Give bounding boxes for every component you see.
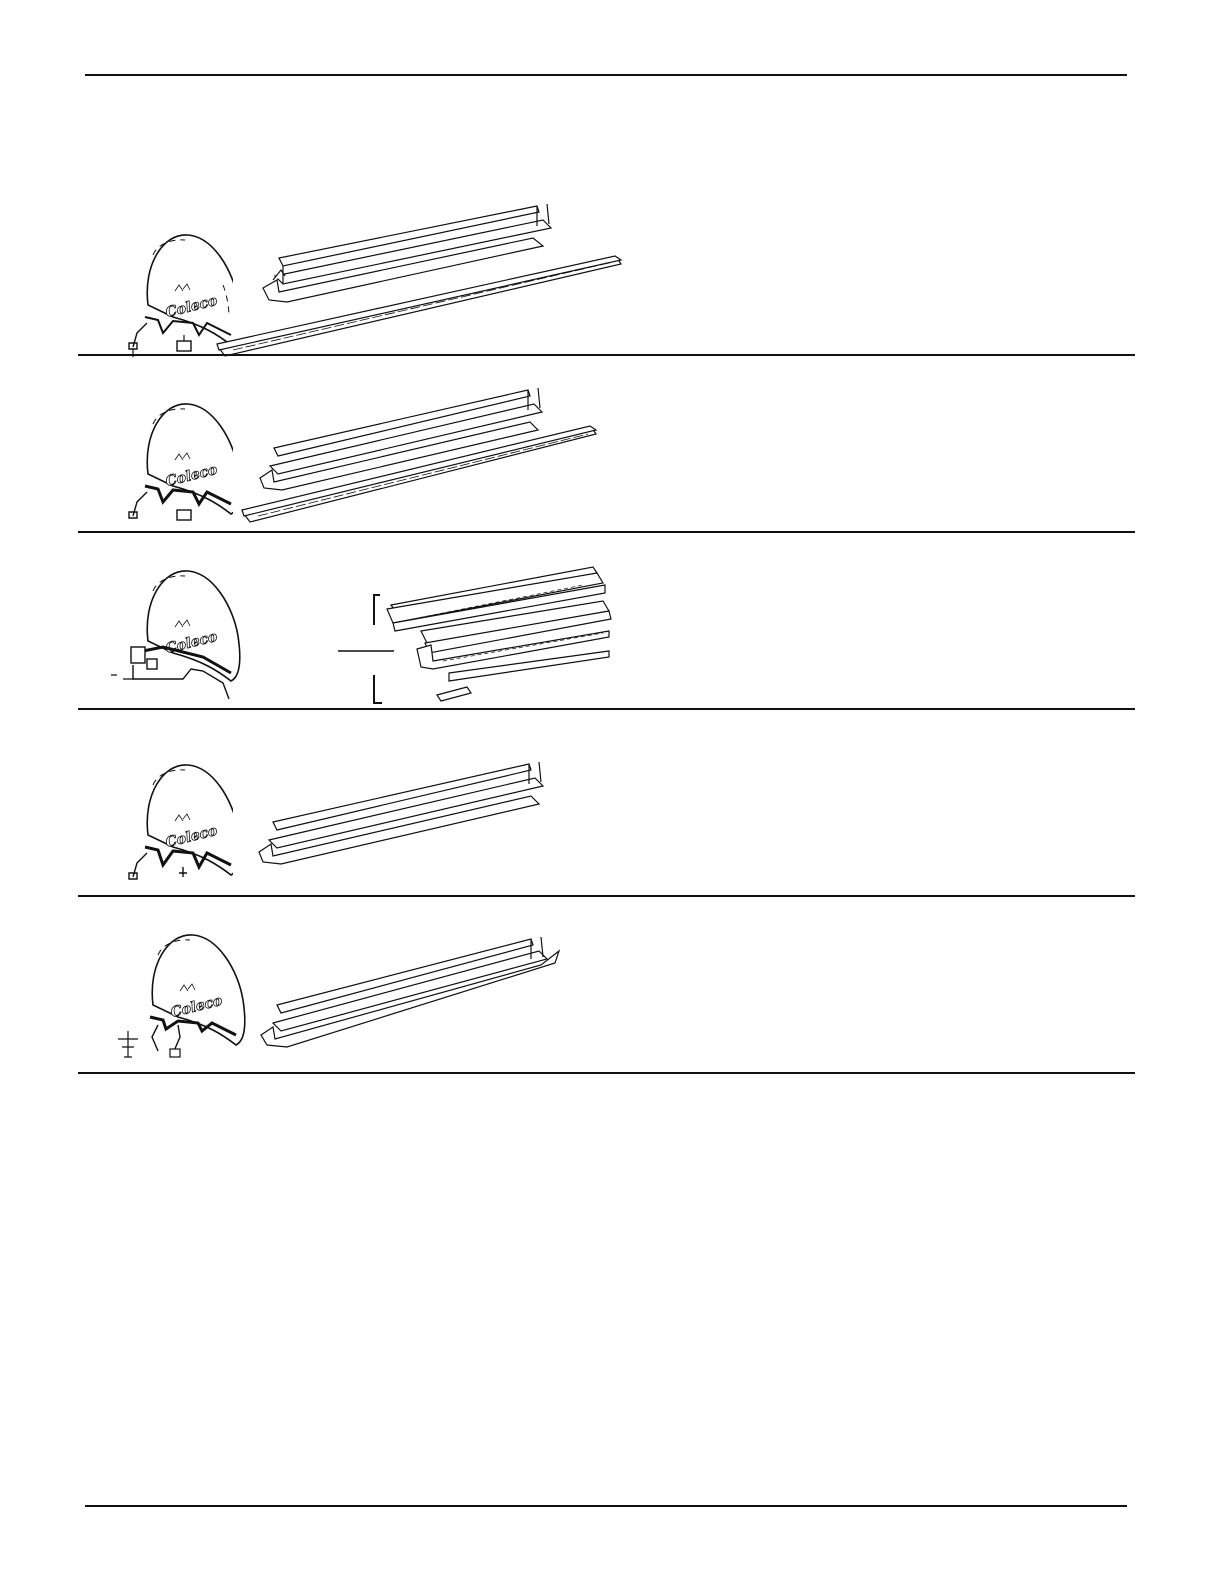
coping-cross-section-illustration xyxy=(108,925,248,1075)
coping-track-illustration xyxy=(243,935,583,1065)
coping-logo: Coleco xyxy=(164,822,219,852)
coping-logo: Coleco xyxy=(169,992,224,1022)
footer-rule xyxy=(85,1505,1127,1507)
coping-logo: Coleco xyxy=(164,461,219,491)
coping-row-5 xyxy=(78,897,1135,1072)
header-rule xyxy=(85,74,1127,76)
coping-track-illustration xyxy=(213,198,633,368)
coping-logo: Coleco xyxy=(164,628,219,658)
coping-row-3 xyxy=(78,533,1135,708)
coping-track-illustration xyxy=(243,760,583,890)
coping-row-2 xyxy=(78,356,1135,531)
coping-logo: Coleco xyxy=(164,292,219,322)
coping-cross-section-illustration xyxy=(103,755,233,895)
coping-row-4 xyxy=(78,710,1135,895)
coping-cross-section-illustration xyxy=(103,561,243,711)
coping-row-1 xyxy=(78,180,1135,355)
row-divider xyxy=(78,1072,1135,1074)
coping-cross-section-illustration xyxy=(103,394,233,534)
coping-exploded-track-illustration xyxy=(383,561,623,706)
